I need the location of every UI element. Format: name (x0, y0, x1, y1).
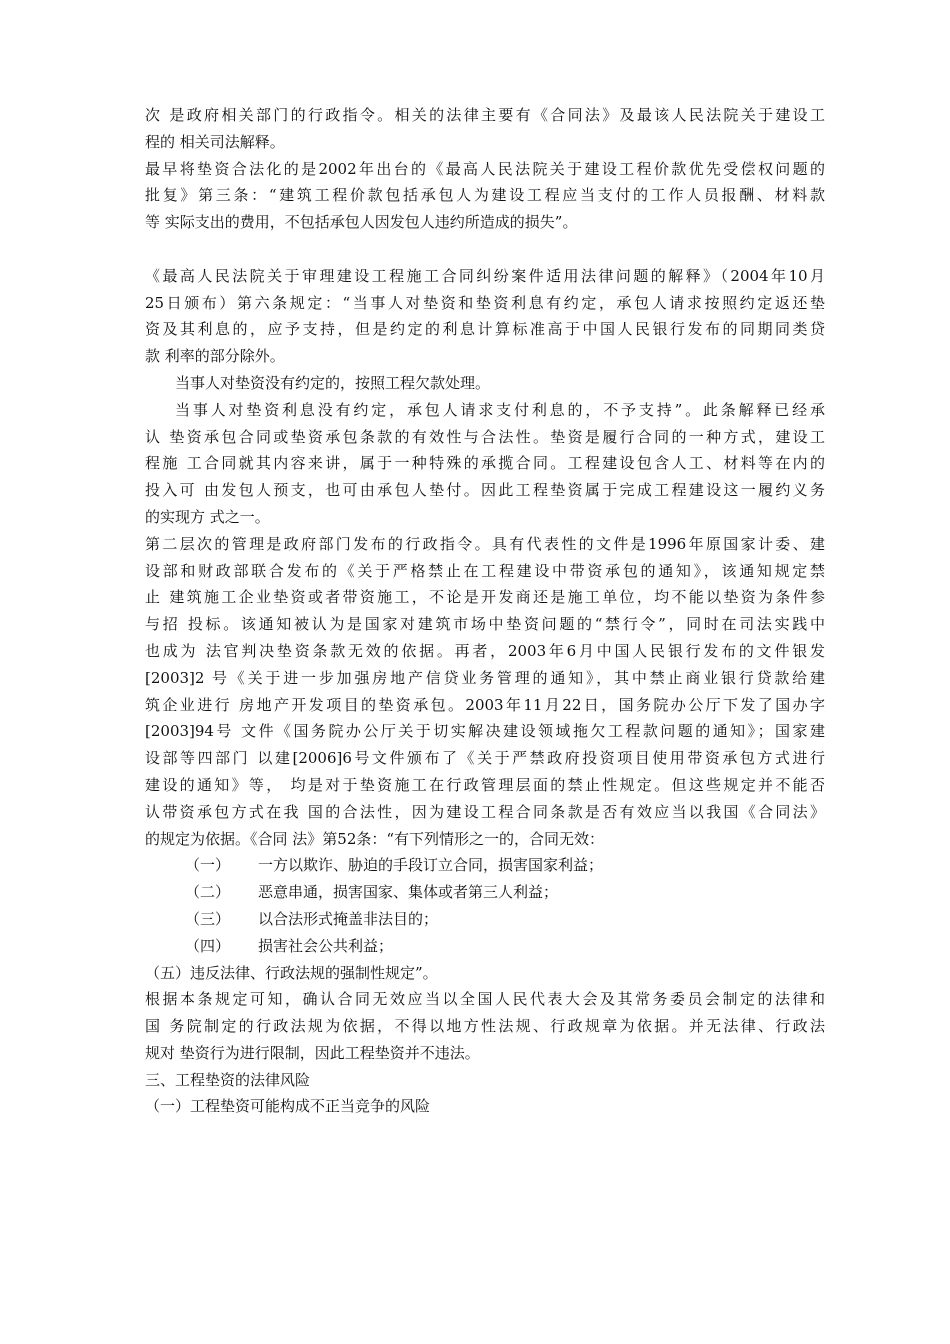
text-line: 国 务院制定的行政法规为依据，不得以地方性法规、行政规章为依据。并无法律、行政法 (145, 1017, 825, 1036)
text-line: 《最高人民法院关于审理建设工程施工合同纠纷案件适用法律问题的解释》（2004年10月 (145, 266, 825, 285)
list-item (145, 879, 825, 906)
text-line: 批复》第三条：“建筑工程价款包括承包人为建设工程应当支付的工作人员报酬、材料款 (145, 186, 825, 205)
paragraph-no-agreement (145, 370, 825, 397)
text-line: 当事人对垫资利息没有约定，承包人请求支付利息的，不予支持”。此条解释已经承 (175, 400, 825, 419)
document-body (145, 102, 825, 1120)
invalidity-list (145, 852, 825, 986)
paragraph-2004-interpretation (145, 263, 825, 370)
paragraph-administrative-orders (145, 531, 825, 853)
blank-line (145, 236, 825, 263)
text-line: 认 垫资承包合同或垫资承包条款的有效性与合法性。垫资是履行合同的一种方式，建设工 (145, 427, 825, 446)
paragraph-legal-basis (145, 102, 825, 156)
section-heading: 三、工程垫资的法律风险 (145, 1070, 311, 1089)
text-line: [2003]2 号《关于进一步加强房地产信贷业务管理的通知》，其中禁止商业银行贷款给建 (145, 668, 825, 687)
paragraph-interest (145, 397, 825, 531)
text-line: 程施 工合同就其内容来讲，属于一种特殊的承揽合同。工程建设包含人工、材料等在内的 (145, 454, 825, 473)
text-line: 也成为 法官判决垫资条款无效的依据。再者，2003年6月中国人民银行发布的文件银发 (145, 641, 825, 660)
text-line: 最早将垫资合法化的是2002年出台的《最高人民法院关于建设工程价款优先受偿权问题的 (145, 159, 825, 178)
text-line: 根据本条规定可知，确认合同无效应当以全国人民代表大会及其常务委员会制定的法律和 (145, 990, 825, 1009)
text-line: 投入可 由发包人预支，也可由承包人垫付。因此工程垫资属于完成工程建设这一履约义务 (145, 481, 825, 500)
text-line: 25日颁布）第六条规定：“当事人对垫资和垫资利息有约定，承包人请求按照约定返还垫 (145, 293, 825, 312)
text-line: 的实现方 式之一。 (145, 507, 270, 526)
list-item-text: 恶意串通，损害国家、集体或者第三人利益； (258, 883, 559, 902)
text-line: 止 建筑施工企业垫资或者带资施工，不论是开发商还是施工单位，均不能以垫资为条件参 (145, 588, 825, 607)
list-item-text: 以合法形式掩盖非法目的； (258, 909, 439, 928)
text-line: 建设的通知》等， 均是对于垫资施工在行政管理层面的禁止性规定。但这些规定并不能否 (145, 775, 825, 794)
text-line: 设部和财政部联合发布的《关于严格禁止在工程建设中带资承包的通知》，该通知规定禁 (145, 561, 825, 580)
text-line: 资及其利息的，应予支持，但是约定的利息计算标准高于中国人民银行发布的同期同类贷 (145, 320, 825, 339)
text-line: 程的 相关司法解释。 (145, 132, 285, 151)
list-item-number: （四） (185, 936, 231, 955)
text-line: 的规定为依据。《合同 法》第52条：“有下列情形之一的，合同无效： (145, 829, 605, 848)
text-line: 当事人对垫资没有约定的，按照工程欠款处理。 (175, 373, 491, 392)
list-item-text: 损害社会公共利益； (258, 936, 394, 955)
text-line: 认带资承包方式在我 国的合法性，因为建设工程合同条款是否有效应当以我国《合同法》 (145, 802, 825, 821)
text-line: 款 利率的部分除外。 (145, 347, 285, 366)
text-line: 次 是政府相关部门的行政指令。相关的法律主要有《合同法》及最该人民法院关于建设工 (145, 106, 825, 124)
list-item-five: （五）违反法律、行政法规的强制性规定”。 (145, 963, 438, 982)
list-item (145, 933, 825, 960)
text-line: 筑企业进行 房地产开发项目的垫资承包。2003年11月22日，国务院办公厅下发了国办字 (145, 695, 825, 714)
list-item-number: （三） (185, 909, 231, 928)
text-line: 等 实际支出的费用，不包括承包人因发包人违约所造成的损失”。 (145, 213, 578, 232)
list-item-number: （二） (185, 883, 231, 902)
paragraph-2002-reply (145, 156, 825, 236)
paragraph-conclusion (145, 986, 825, 1066)
subsection-heading: （一）工程垫资可能构成不正当竞争的风险 (145, 1097, 431, 1116)
list-item-text: 一方以欺诈、胁迫的手段订立合同，损害国家利益； (258, 856, 604, 875)
text-line: [2003]94号 文件《国务院办公厅关于切实解决建设领域拖欠工程款问题的通知》；国家建 (145, 722, 825, 741)
list-item (145, 852, 825, 879)
list-item-number: （一） (185, 856, 231, 875)
text-line: 规对 垫资行为进行限制，因此工程垫资并不违法。 (145, 1043, 480, 1062)
text-line: 第二层次的管理是政府部门发布的行政指令。具有代表性的文件是1996年原国家计委、建 (145, 534, 825, 553)
text-line: 设部等四部门 以建[2006]6号文件颁布了《关于严禁政府投资项目使用带资承包方式进行 (145, 749, 825, 768)
list-item (145, 906, 825, 933)
text-line: 与招 投标。该通知被认为是国家对建筑市场中垫资问题的“禁行令”，同时在司法实践中 (145, 615, 825, 634)
